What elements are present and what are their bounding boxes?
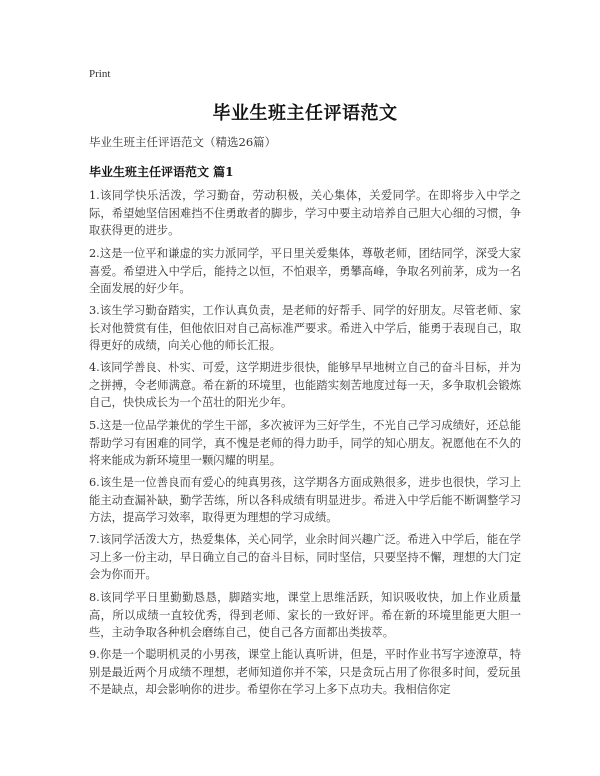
document-subtitle: 毕业生班主任评语范文（精选26篇） bbox=[89, 135, 277, 149]
paragraph-4: 4.该同学善良、朴实、可爱，这学期进步很快，能够早早地树立自己的奋斗目标，并为之拼搏，令老师满意。希在新的环境里，也能踏实刻苦地度过每一天，多争取机会锻炼自己，快快成长为一个茁壮的阳光少年。 bbox=[89, 361, 521, 409]
document-title: 毕业生班主任评语范文 bbox=[212, 103, 398, 124]
paragraph-8: 8.该同学平日里勤勤恳恳，脚踏实地，课堂上思维活跃，知识吸收快，加上作业质量高，所以成绩一直较优秀，得到老师、家长的一致好评。希在新的环境里能更大胆一些，主动争取各种机会磨练自己，使自己各方面都出类拔萃。 bbox=[89, 591, 521, 639]
paragraph-3: 3.该生学习勤奋踏实，工作认真负责，是老师的好帮手、同学的好朋友。尽管老师、家长对他赞赏有佳，但他依旧对自己高标准严要求。希进入中学后，能勇于表现自己，取得更好的成绩，向关心他的师长汇报。 bbox=[89, 304, 521, 352]
paragraph-5: 5.这是一位品学兼优的学生干部，多次被评为三好学生，不光自己学习成绩好，还总能帮助学习有困难的同学，真不愧是老师的得力助手，同学的知心朋友。祝愿他在不久的将来能成为新环境里一颗闪耀的明星。 bbox=[89, 419, 521, 467]
print-link[interactable]: Print bbox=[89, 68, 111, 80]
section-heading: 毕业生班主任评语范文 篇1 bbox=[89, 165, 234, 179]
paragraph-7: 7.该同学活泼大方，热爱集体，关心同学，业余时间兴趣广泛。希进入中学后，能在学习上多一份主动，早日确立自己的奋斗目标，同时坚信，只要坚持不懈，理想的大门定会为你而开。 bbox=[89, 533, 521, 581]
paragraph-9: 9.你是一个聪明机灵的小男孩，课堂上能认真听讲，但是，平时作业书写字迹潦草，特别是最近两个月成绩不理想，老师知道你并不笨，只是贪玩占用了你很多时间，爱玩虽不是缺点，却会影响你的进步。希望你在学习上多下点功夫。我相信你定 bbox=[89, 648, 521, 696]
paragraph-6: 6.该生是一位善良而有爱心的纯真男孩，这学期各方面成熟很多，进步也很快，学习上能主动查漏补缺，勤学苦练，所以各科成绩有明显进步。希进入中学后能不断调整学习方法，提高学习效率，取得更为理想的学习成绩。 bbox=[89, 476, 521, 524]
paragraph-1: 1.该同学快乐活泼，学习勤奋，劳动积极，关心集体，关爱同学。在即将步入中学之际，希望她坚信困难挡不住勇敢者的脚步，学习中要主动培养自己胆大心细的习惯，争取获得更的进步。 bbox=[89, 189, 521, 237]
paragraph-2: 2.这是一位平和谦虚的实力派同学，平日里关爱集体，尊敬老师，团结同学，深受大家喜爱。希望进入中学后，能持之以恒，不怕艰辛，勇攀高峰，争取名列前茅，成为一名全面发展的好少年。 bbox=[89, 247, 521, 295]
